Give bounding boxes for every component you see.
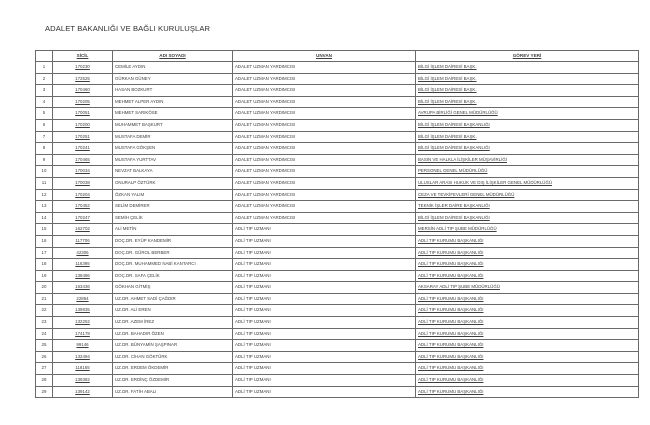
gorev-yeri-cell: BİLGİ İŞLEM DAİRESİ BAŞKANLIĞI: [416, 143, 639, 155]
unvan-cell: ADLİ TIP UZMANI: [233, 235, 416, 247]
gorev-yeri-cell: MERSİN ADLİ TIP ŞUBE MÜDÜRLÜĞÜ: [416, 224, 639, 236]
row-number: 23: [36, 317, 53, 329]
gorev-yeri-cell: BİLGİ İŞLEM DAİRESİ BAŞK.: [416, 96, 639, 108]
header-unvan: UNVAN: [233, 51, 416, 62]
name-cell: MUSTAFA DEMİR: [113, 131, 233, 143]
table-row: [36, 328, 639, 340]
gorev-yeri-cell: BİLGİ İŞLEM DAİRESİ BAŞK.: [416, 131, 639, 143]
row-number: 18: [36, 259, 53, 271]
table-row: [36, 177, 639, 189]
gorev-yeri-cell: PERSONEL GENEL MÜDÜRLÜĞÜ: [416, 166, 639, 178]
name-cell: UZ.DR. ERDEM ÖKDEMİR: [113, 363, 233, 375]
unvan-cell: ADALET UZMAN YARDIMCISI: [233, 85, 416, 97]
row-number: 1: [36, 62, 53, 74]
table-row: [36, 235, 639, 247]
header-row-number: [36, 51, 53, 62]
sicil-cell: 170205: [53, 96, 113, 108]
sicil-cell: 170038: [53, 177, 113, 189]
gorev-yeri-cell: BASIN VE HALKLA İLİŞKİLER MÜŞAVİRLİĞİ: [416, 154, 639, 166]
table-row: [36, 375, 639, 387]
sicil-cell: 117706: [53, 235, 113, 247]
row-number: 3: [36, 85, 53, 97]
gorev-yeri-cell: ADLİ TIP KURUMU BAŞKANLIĞI: [416, 317, 639, 329]
unvan-cell: ADLİ TIP UZMANI: [233, 386, 416, 398]
sicil-cell: 170034: [53, 166, 113, 178]
unvan-cell: ADALET UZMAN YARDIMCISI: [233, 131, 416, 143]
row-number: 8: [36, 143, 53, 155]
row-number: 15: [36, 224, 53, 236]
sicil-cell: 138486: [53, 270, 113, 282]
name-cell: MUSTAFA YURTTAV: [113, 154, 233, 166]
row-number: 26: [36, 351, 53, 363]
name-cell: GÜRKAN GÜNEY: [113, 73, 233, 85]
table-row: [36, 351, 639, 363]
gorev-yeri-cell: BİLGİ İŞLEM DAİRESİ BAŞK.: [416, 73, 639, 85]
unvan-cell: ADLİ TIP UZMANI: [233, 282, 416, 294]
name-cell: DOÇ.DR. GÜROL BERBER: [113, 247, 233, 259]
name-cell: ALİ METİN: [113, 224, 233, 236]
name-cell: ONURALP ÖZTÜRK: [113, 177, 233, 189]
row-number: 4: [36, 96, 53, 108]
unvan-cell: ADLİ TIP UZMANI: [233, 328, 416, 340]
table-row: [36, 247, 639, 259]
unvan-cell: ADLİ TIP UZMANI: [233, 363, 416, 375]
row-number: 7: [36, 131, 53, 143]
unvan-cell: ADALET UZMAN YARDIMCISI: [233, 108, 416, 120]
sicil-cell: 170241: [53, 143, 113, 155]
unvan-cell: ADALET UZMAN YARDIMCISI: [233, 212, 416, 224]
row-number: 19: [36, 270, 53, 282]
gorev-yeri-cell: BİLGİ İŞLEM DAİRESİ BAŞKANLIĞI: [416, 212, 639, 224]
gorev-yeri-cell: TEKNİK İŞLER DAİRE BAŞKANLIĞI: [416, 201, 639, 213]
row-number: 25: [36, 340, 53, 352]
name-cell: UZ.DR. AHMET SADİ ÇAĞDIR: [113, 293, 233, 305]
table-row: [36, 224, 639, 236]
name-cell: SEMİH ÇELİK: [113, 212, 233, 224]
table-row: [36, 259, 639, 271]
gorev-yeri-cell: ADLİ TIP KURUMU BAŞKANLIĞI: [416, 363, 639, 375]
name-cell: GÖKHAN GİTMİŞ: [113, 282, 233, 294]
row-number: 10: [36, 166, 53, 178]
sicil-cell: 22864: [53, 293, 113, 305]
row-number: 14: [36, 212, 53, 224]
unvan-cell: ADALET UZMAN YARDIMCISI: [233, 119, 416, 131]
row-number: 29: [36, 386, 53, 398]
table-row: [36, 270, 639, 282]
table-row: [36, 131, 639, 143]
gorev-yeri-cell: ADLİ TIP KURUMU BAŞKANLIĞI: [416, 351, 639, 363]
gorev-yeri-cell: BİLGİ İŞLEM DAİRESİ BAŞKANLIĞI: [416, 119, 639, 131]
table-row: [36, 293, 639, 305]
row-number: 28: [36, 375, 53, 387]
gorev-yeri-cell: CEZA VE TEVKİFEVLERİ GENEL MÜDÜRLÜĞÜ: [416, 189, 639, 201]
table-row: [36, 201, 639, 213]
name-cell: DOÇ.DR. EYÜP KANDEMİR: [113, 235, 233, 247]
gorev-yeri-cell: BİLGİ İŞLEM DAİRESİ BAŞK.: [416, 62, 639, 74]
table-row: [36, 166, 639, 178]
table-row: [36, 154, 639, 166]
name-cell: CEMİLE AYDIN: [113, 62, 233, 74]
document-title: ADALET BAKANLIĞI VE BAĞLI KURULUŞLAR: [45, 24, 211, 33]
sicil-cell: 42306: [53, 247, 113, 259]
sicil-cell: 170247: [53, 212, 113, 224]
name-cell: SELİM DEMİRER: [113, 201, 233, 213]
sicil-cell: 174178: [53, 328, 113, 340]
row-number: 27: [36, 363, 53, 375]
row-number: 5: [36, 108, 53, 120]
sicil-cell: 170452: [53, 201, 113, 213]
table-row: [36, 189, 639, 201]
name-cell: UZ.DR. ALİ EREN: [113, 305, 233, 317]
unvan-cell: ADALET UZMAN YARDIMCISI: [233, 62, 416, 74]
unvan-cell: ADLİ TIP UZMANI: [233, 351, 416, 363]
name-cell: DOÇ.DR. MUHAMMED NABİ KANTARCI: [113, 259, 233, 271]
table-row: [36, 212, 639, 224]
unvan-cell: ADLİ TIP UZMANI: [233, 224, 416, 236]
name-cell: DOÇ.DR. SAFA ÇELİK: [113, 270, 233, 282]
gorev-yeri-cell: ADLİ TIP KURUMU BAŞKANLIĞI: [416, 293, 639, 305]
sicil-cell: 139382: [53, 375, 113, 387]
table-row: [36, 108, 639, 120]
sicil-cell: 170230: [53, 62, 113, 74]
unvan-cell: ADALET UZMAN YARDIMCISI: [233, 189, 416, 201]
name-cell: NEVZAT BALKAYA: [113, 166, 233, 178]
sicil-cell: 99146: [53, 340, 113, 352]
gorev-yeri-cell: BİLGİ İŞLEM DAİRESİ BAŞK.: [416, 85, 639, 97]
sicil-cell: 163436: [53, 282, 113, 294]
row-number: 2: [36, 73, 53, 85]
table-row: [36, 62, 639, 74]
unvan-cell: ADLİ TIP UZMANI: [233, 270, 416, 282]
name-cell: UZ.DR. CİHAN GÖKTÜRK: [113, 351, 233, 363]
table-row: [36, 96, 639, 108]
unvan-cell: ADALET UZMAN YARDIMCISI: [233, 143, 416, 155]
name-cell: UZ.DR. FATİH ABALI: [113, 386, 233, 398]
sicil-cell: 132252: [53, 317, 113, 329]
table-row: [36, 363, 639, 375]
table-row: [36, 119, 639, 131]
name-cell: MUHAMMET BAŞKURT: [113, 119, 233, 131]
table-row: [36, 305, 639, 317]
name-cell: ÖZKAN YALIM: [113, 189, 233, 201]
gorev-yeri-cell: ULUSLAR ARASI HUKUK VE DIŞ İLİŞKİLER GENEL MÜDÜRLÜĞÜ: [416, 177, 639, 189]
unvan-cell: ADLİ TIP UZMANI: [233, 340, 416, 352]
unvan-cell: ADALET UZMAN YARDIMCISI: [233, 177, 416, 189]
row-number: 21: [36, 293, 53, 305]
sicil-cell: 162702: [53, 224, 113, 236]
unvan-cell: ADALET UZMAN YARDIMCISI: [233, 166, 416, 178]
table-row: [36, 317, 639, 329]
unvan-cell: ADLİ TIP UZMANI: [233, 305, 416, 317]
name-cell: UZ.DR. BAHADIR ÖZEN: [113, 328, 233, 340]
row-number: 13: [36, 201, 53, 213]
unvan-cell: ADLİ TIP UZMANI: [233, 247, 416, 259]
unvan-cell: ADALET UZMAN YARDIMCISI: [233, 201, 416, 213]
gorev-yeri-cell: ADLİ TIP KURUMU BAŞKANLIĞI: [416, 247, 639, 259]
table-row: [36, 340, 639, 352]
header-gorev-yeri: GÖREV YERİ: [416, 51, 639, 62]
unvan-cell: ADLİ TIP UZMANI: [233, 259, 416, 271]
sicil-cell: 170051: [53, 108, 113, 120]
unvan-cell: ADLİ TIP UZMANI: [233, 375, 416, 387]
gorev-yeri-cell: AKSARAY ADLİ TIP ŞUBE MÜDÜRLÜĞÜ: [416, 282, 639, 294]
unvan-cell: ADALET UZMAN YARDIMCISI: [233, 154, 416, 166]
sicil-cell: 170460: [53, 85, 113, 97]
gorev-yeri-cell: ADLİ TIP KURUMU BAŞKANLIĞI: [416, 305, 639, 317]
name-cell: MUSTAFA GÖKŞEN: [113, 143, 233, 155]
unvan-cell: ADALET UZMAN YARDIMCISI: [233, 96, 416, 108]
name-cell: MEHMET ALPER AYDIN: [113, 96, 233, 108]
name-cell: UZ.DR. BÜNYAMİN ŞAŞPINAR: [113, 340, 233, 352]
table-row: [36, 143, 639, 155]
sicil-cell: 132494: [53, 351, 113, 363]
sicil-cell: 118165: [53, 363, 113, 375]
sicil-cell: 139142: [53, 386, 113, 398]
name-cell: MEHMET SARIKÖSE: [113, 108, 233, 120]
name-cell: UZ.DR. ERDİNÇ ÖZDEMİR: [113, 375, 233, 387]
gorev-yeri-cell: ADLİ TIP KURUMU BAŞKANLIĞI: [416, 259, 639, 271]
sicil-cell: 170465: [53, 154, 113, 166]
sicil-cell: 170204: [53, 189, 113, 201]
personnel-table: [35, 50, 639, 398]
row-number: 6: [36, 119, 53, 131]
row-number: 24: [36, 328, 53, 340]
gorev-yeri-cell: ADLİ TIP KURUMU BAŞKANLIĞI: [416, 270, 639, 282]
row-number: 11: [36, 177, 53, 189]
gorev-yeri-cell: ADLİ TIP KURUMU BAŞKANLIĞI: [416, 235, 639, 247]
row-number: 9: [36, 154, 53, 166]
row-number: 16: [36, 235, 53, 247]
gorev-yeri-cell: ADLİ TIP KURUMU BAŞKANLIĞI: [416, 375, 639, 387]
sicil-cell: 170251: [53, 131, 113, 143]
unvan-cell: ADLİ TIP UZMANI: [233, 293, 416, 305]
table-row: [36, 282, 639, 294]
row-number: 17: [36, 247, 53, 259]
unvan-cell: ADLİ TIP UZMANI: [233, 317, 416, 329]
table-row: [36, 85, 639, 97]
gorev-yeri-cell: ADLİ TIP KURUMU BAŞKANLIĞI: [416, 340, 639, 352]
sicil-cell: 172525: [53, 73, 113, 85]
sicil-cell: 139835: [53, 305, 113, 317]
unvan-cell: ADALET UZMAN YARDIMCISI: [233, 73, 416, 85]
gorev-yeri-cell: ADLİ TIP KURUMU BAŞKANLIĞI: [416, 386, 639, 398]
row-number: 22: [36, 305, 53, 317]
row-number: 20: [36, 282, 53, 294]
gorev-yeri-cell: AVRUPA BİRLİĞİ GENEL MÜDÜRLÜĞÜ: [416, 108, 639, 120]
sicil-cell: 170200: [53, 119, 113, 131]
table-header-row: [36, 51, 639, 62]
sicil-cell: 116395: [53, 259, 113, 271]
table-row: [36, 386, 639, 398]
header-name: ADI SOYADI: [113, 51, 233, 62]
table-row: [36, 73, 639, 85]
header-sicil: SİCİL: [53, 51, 113, 62]
gorev-yeri-cell: ADLİ TIP KURUMU BAŞKANLIĞI: [416, 328, 639, 340]
row-number: 12: [36, 189, 53, 201]
name-cell: UZ.DR. AZEM İREZ: [113, 317, 233, 329]
name-cell: HASAN BOZKURT: [113, 85, 233, 97]
